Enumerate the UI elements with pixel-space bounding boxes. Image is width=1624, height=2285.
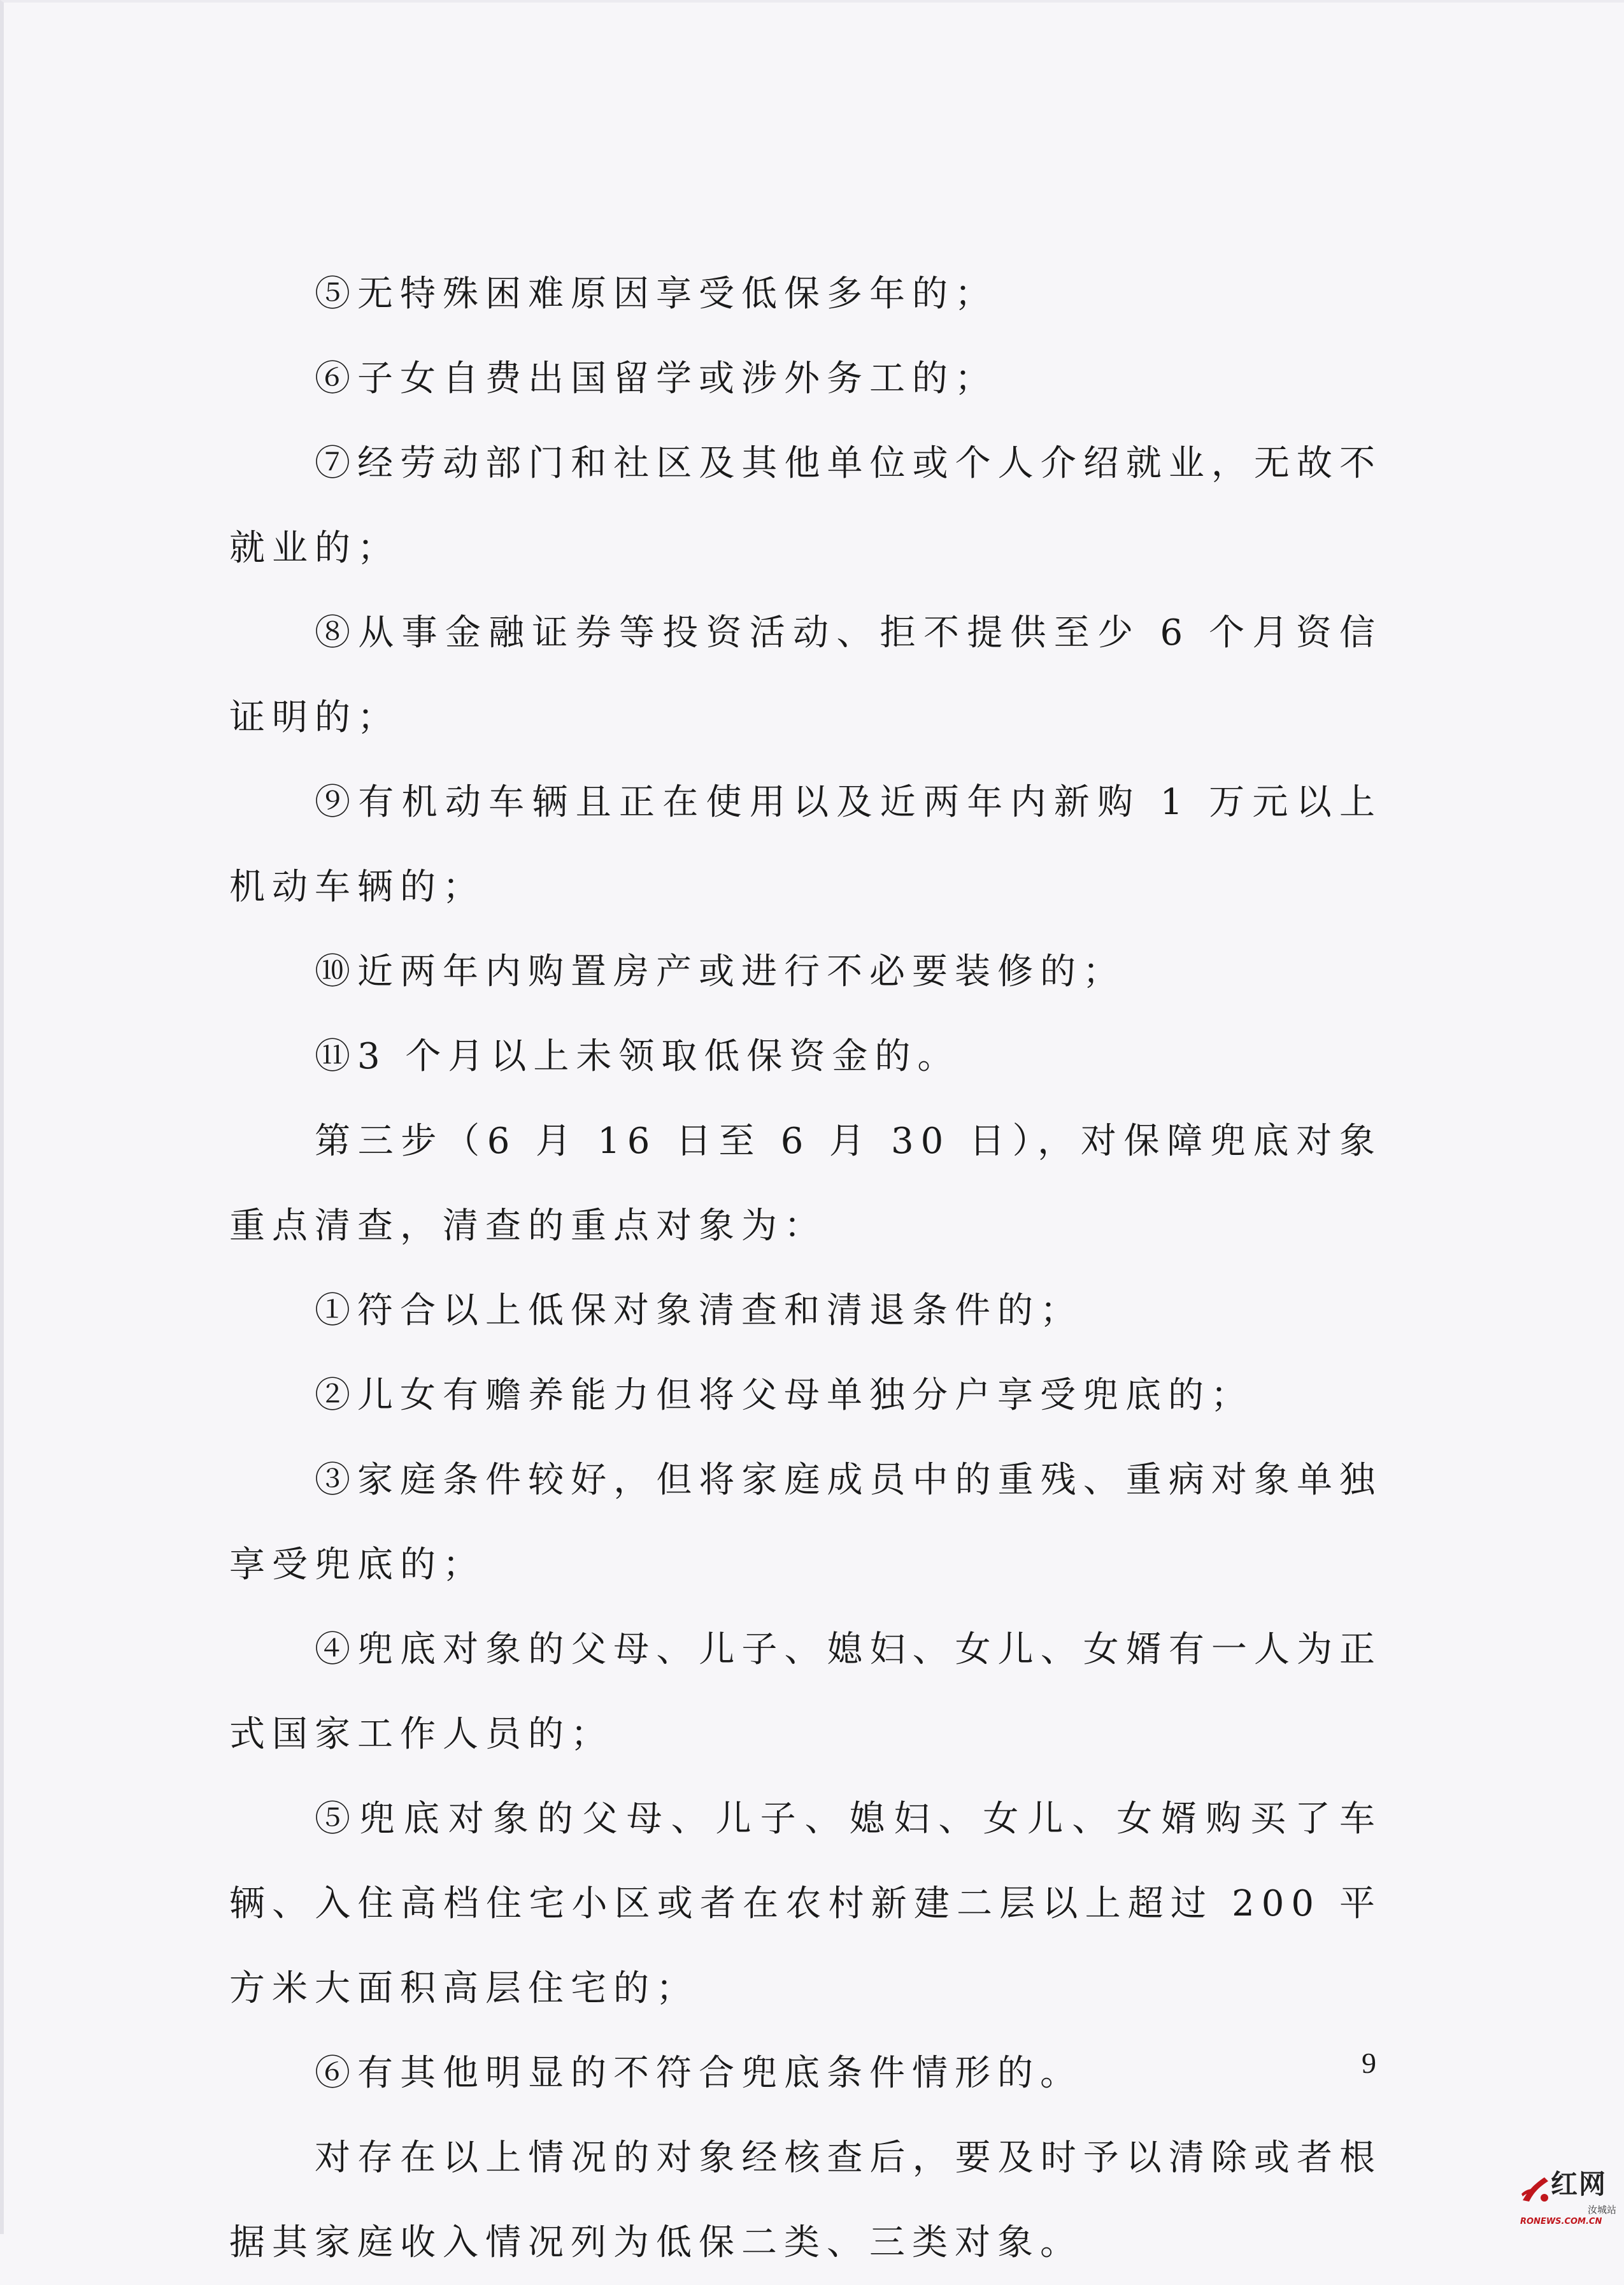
paragraph: ①符合以上低保对象清查和清退条件的； — [315, 1290, 1083, 1331]
watermark-station-text: 汝城站 — [1588, 2204, 1617, 2216]
page-number: 9 — [1362, 2047, 1376, 2079]
brand-logo-icon — [1519, 2172, 1552, 2205]
paragraph: ⑥子女自费出国留学或涉外务工的； — [315, 358, 997, 399]
paragraph: ⑤兜底对象的父母、儿子、媳妇、女儿、女婿购买了车辆、入住高档住宅小区或者在农村新建二层以上超过 200 平方米大面积高层住宅的； — [229, 1798, 1382, 2009]
paragraph: 对存在以上情况的对象经核查后，要及时予以清除或者根据其家庭收入情况列为低保二类、三类对象。 — [229, 2137, 1382, 2263]
watermark-brand-text: 红网 — [1551, 2168, 1607, 2200]
paragraph: ⑥有其他明显的不符合兜底条件情形的。 — [315, 2052, 1083, 2094]
paragraph: ⑪3 个月以上未领取低保资金的。 — [315, 1036, 960, 1077]
paragraph: ⑨有机动车辆且正在使用以及近两年内新购 1 万元以上机动车辆的； — [229, 782, 1382, 908]
document-body — [229, 252, 1382, 2285]
paragraph: ④兜底对象的父母、儿子、媳妇、女儿、女婿有一人为正式国家工作人员的； — [229, 1629, 1382, 1755]
watermark-domain-text: RONEWS.COM.CN — [1520, 2217, 1602, 2226]
paragraph: ⑦经劳动部门和社区及其他单位或个人介绍就业，无故不就业的； — [229, 443, 1382, 569]
paragraph: 第三步（6 月 16 日至 6 月 30 日），对保障兜底对象重点清查，清查的重点对象为： — [229, 1121, 1382, 1247]
paragraph: ⑧从事金融证券等投资活动、拒不提供至少 6 个月资信证明的； — [229, 612, 1382, 738]
site-watermark — [1519, 2166, 1624, 2234]
paragraph: ⑤无特殊困难原因享受低保多年的； — [315, 273, 997, 315]
paragraph: ⑩近两年内购置房产或进行不必要装修的； — [315, 951, 1125, 992]
paragraph: ②儿女有赡养能力但将父母单独分户享受兜底的； — [315, 1375, 1253, 1416]
paragraph: ③家庭条件较好，但将家庭成员中的重残、重病对象单独享受兜底的； — [229, 1459, 1382, 1586]
